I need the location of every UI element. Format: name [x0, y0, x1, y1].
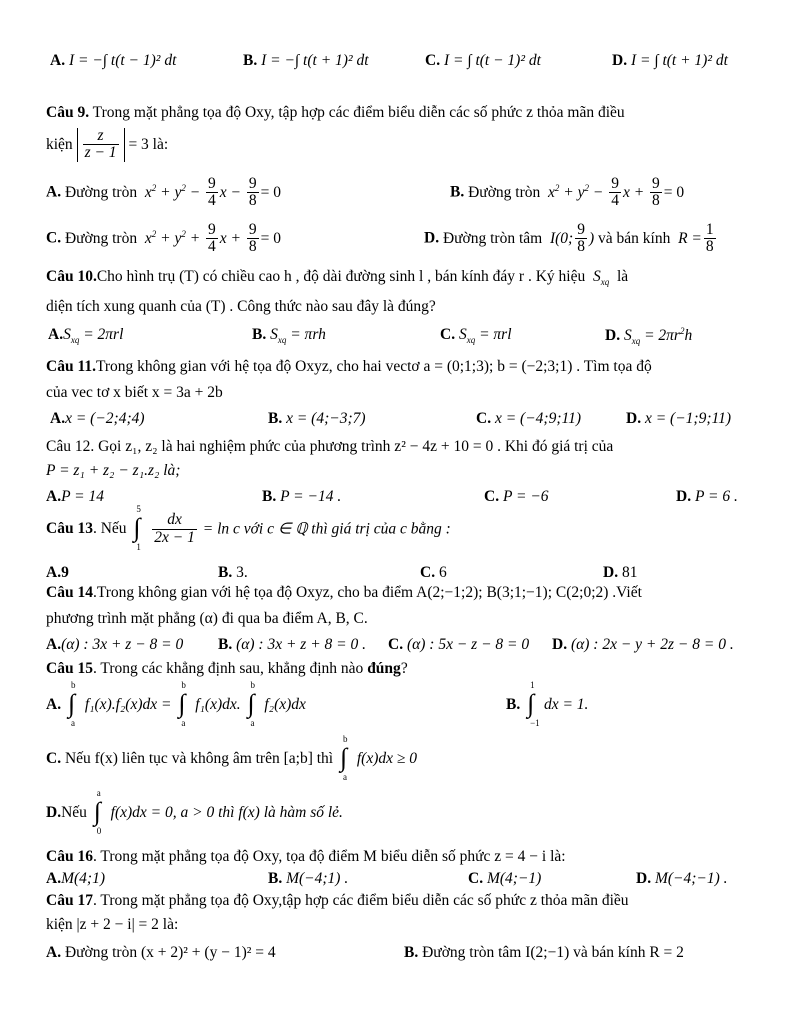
q13-option-c: C. 6 — [420, 564, 447, 581]
q11-option-d: D. x = (−1;9;11) — [626, 410, 731, 427]
q12-option-c: C. P = −6 — [484, 488, 549, 505]
q9-option-d: D. Đường tròn tâm I(0; $\frac{9}{8}$ ) và bán kính R = $\frac{1}{8}$ — [424, 221, 714, 256]
q14-option-d: D. (α) : 2x − y + 2z − 8 = 0 . — [552, 636, 734, 653]
q14-question-cont: phương trình mặt phẳng (α) đi qua ba điểm A, B, C. — [46, 610, 368, 627]
q14-option-c: C. (α) : 5x − z − 8 = 0 — [388, 636, 530, 653]
q16-option-c: C. M(4;−1) — [468, 870, 542, 887]
q12-question: Câu 12. Gọi z₁, z₂ là hai nghiệm phức của phương trình z² − 4z + 10 = 0 . Khi đó giá trị của — [46, 438, 614, 455]
q14-question: Câu 14.Trong không gian với hệ tọa độ Oxyz, cho ba điểm A(2;−1;2); B(3;1;−1); C(2;0;2) .Viết — [46, 584, 642, 601]
q11-question: Câu 11.Trong không gian với hệ tọa độ Oxyz, cho hai vectơ a = (0;1;3); b = (−2;3;1) . Tìm tọa độ — [46, 358, 652, 375]
q9-option-b: B. Đường tròn $x^2 + y^2$ − $\frac{9}{4}$ x + $\frac{9}{8}$ = 0 — [450, 175, 685, 210]
q8-option-c: C. I = ∫ t(t − 1)² dt — [425, 52, 541, 69]
q17-option-a: A. Đường tròn (x + 2)² + (y − 1)² = 4 — [46, 944, 276, 961]
q11-option-b: B. x = (4;−3;7) — [268, 410, 366, 427]
q9-condition: kiện $\frac{z}{z - 1}$ = 3 là: — [46, 127, 169, 162]
q15-option-d: D.Nếu a ∫ 0 f(x)dx = 0, a > 0 thì f(x) là hàm số lẻ. — [46, 788, 343, 836]
q16-question: Câu 16. Trong mặt phẳng tọa độ Oxy, tọa độ điểm M biểu diễn số phức z = 4 − i là: — [46, 848, 566, 865]
q9-question: Câu 9. Trong mặt phẳng tọa độ Oxy, tập hợp các điểm biểu diễn các số phức z thỏa mãn điều — [46, 104, 625, 121]
q13-question: Câu 13. Nếu 5 ∫ 1 $\frac{dx}{2x - 1}$ = ln c với c ∈ ℚ thì giá trị của c bằng : — [46, 504, 451, 552]
q17-question-cont: kiện |z + 2 − i| = 2 là: — [46, 916, 179, 933]
q12-option-d: D. P = 6 . — [676, 488, 738, 505]
q12-option-a: A.P = 14 — [46, 488, 104, 505]
q8-option-d: D. I = ∫ t(t + 1)² dt — [612, 52, 728, 69]
q9-option-c: C. Đường tròn $x^2 + y^2$ + $\frac{9}{4}$ x + $\frac{9}{8}$ = 0 — [46, 221, 282, 256]
q10-question-cont: diện tích xung quanh của (T) . Công thức nào sau đây là đúng? — [46, 298, 436, 315]
q10-option-a: $A.S_{xq} = 2\pi rl$ — [48, 326, 124, 346]
q10-option-b: B. $S_{xq} = \pi rh$ — [252, 326, 326, 346]
q17-option-b: B. Đường tròn tâm I(2;−1) và bán kính R = 2 — [404, 944, 684, 961]
q12-option-b: B. P = −14 . — [262, 488, 342, 505]
q17-question: Câu 17. Trong mặt phẳng tọa độ Oxy,tập hợp các điểm biểu diễn các số phức z thỏa mãn điều — [46, 892, 629, 909]
q15-question: Câu 15. Trong các khẳng định sau, khẳng định nào đúng? — [46, 660, 408, 677]
q13-option-b: B. 3. — [218, 564, 248, 581]
q13-option-a: A.9 — [46, 564, 69, 581]
q10-question: Câu 10.Cho hình trụ (T) có chiều cao h , độ dài đường sinh l , bán kính đáy r . Ký hiệu $S_{xq}$ là — [46, 268, 629, 288]
q14-option-a: A.(α) : 3x + z − 8 = 0 — [46, 636, 184, 653]
q10-option-d: D. $S_{xq} = 2\pi r^2h$ — [605, 326, 693, 347]
q10-option-c: C. $S_{xq} = \pi rl$ — [440, 326, 512, 346]
q16-option-b: B. M(−4;1) . — [268, 870, 349, 887]
q9-option-a: A. Đường tròn $x^2 + y^2$ − $\frac{9}{4}$ x − $\frac{9}{8}$ = 0 — [46, 175, 282, 210]
q15-option-a: A. b ∫ a f₁(x).f₂(x)dx = b ∫ a f₁(x)dx. b ∫ a f₂(x)dx — [46, 680, 306, 728]
q11-option-a: A.x = (−2;4;4) — [50, 410, 145, 427]
q11-question-cont: của vec tơ x biết x = 3a + 2b — [46, 384, 223, 401]
q8-option-a: A. I = −∫ t(t − 1)² dt — [50, 52, 177, 69]
q12-question-cont: P = z₁ + z₂ − z₁.z₂ là; — [46, 462, 181, 479]
q8-option-b: B. I = −∫ t(t + 1)² dt — [243, 52, 369, 69]
q14-option-b: B. (α) : 3x + z + 8 = 0 . — [218, 636, 367, 653]
q13-option-d: D. 81 — [603, 564, 638, 581]
q16-option-d: D. M(−4;−1) . — [636, 870, 728, 887]
q11-option-c: C. x = (−4;9;11) — [476, 410, 581, 427]
q16-option-a: A.M(4;1) — [46, 870, 105, 887]
q15-option-c: C. Nếu f(x) liên tục và không âm trên [a;b] thì b ∫ a f(x)dx ≥ 0 — [46, 734, 418, 782]
q15-option-b: B. 1 ∫ −1 dx = 1. — [506, 680, 589, 728]
